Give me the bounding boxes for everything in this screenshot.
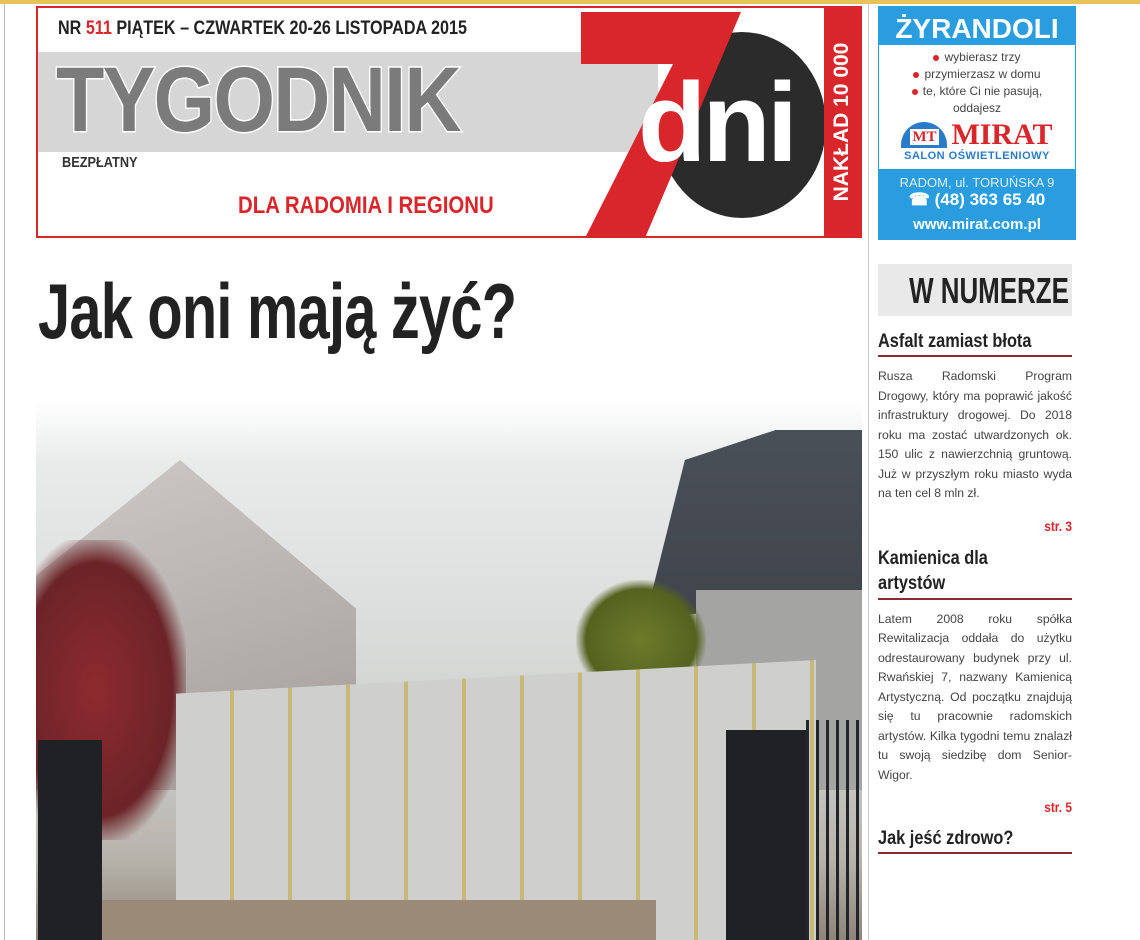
- ad-website[interactable]: www.mirat.com.pl: [913, 216, 1041, 233]
- ad-bullet: przymierzasz w domu: [879, 66, 1075, 83]
- column-divider: [868, 4, 869, 940]
- mt-logo-icon: MT: [901, 122, 947, 148]
- page-edge: [4, 4, 5, 940]
- photo-fence: [806, 720, 862, 940]
- bullet-icon: [933, 55, 939, 61]
- circulation-strip: [824, 8, 860, 236]
- teaser-body: Latem 2008 roku spółka Rewitalizacja oddała do użytku odrestaurowany budynek przy ul. Rwańskiej 7, nazwany Kamienicą Artystyczną. Od początku znajdują się tu pracownie radomskich artystów. Kilka tygodni temu znalazł tu swoją siedzibę dom Senior-Wigor.: [878, 611, 1072, 782]
- top-border: [0, 0, 1140, 4]
- teaser-title: Asfalt zamiast błota: [878, 330, 1072, 357]
- ad-heading: ŻYRANDOLI: [879, 7, 1075, 45]
- ad-contact: [879, 169, 1075, 239]
- teaser-title: Jak jeść zdrowo?: [878, 827, 1072, 854]
- issue-number: 511: [85, 18, 112, 39]
- ad-bullets: [879, 49, 1075, 117]
- photo-gate: [38, 740, 102, 940]
- issue-line: [58, 18, 467, 40]
- teaser-title: Kamienica dla artystów: [878, 546, 1072, 600]
- ad-phone: ☎ (48) 363 65 40: [908, 190, 1046, 209]
- issue-prefix: NR: [58, 18, 82, 39]
- teaser-article[interactable]: [878, 330, 1072, 534]
- tagline: DLA RADOMIA I REGIONU: [238, 192, 494, 219]
- page-reference[interactable]: str. 5: [1044, 799, 1072, 815]
- masthead: [36, 6, 862, 238]
- in-this-issue: [878, 264, 1072, 854]
- brand-name: MIRAT: [951, 118, 1053, 151]
- logo-dni: dni: [638, 60, 794, 185]
- ad-bullet: te, które Ci nie pasują,: [879, 83, 1075, 100]
- ad-bullet-cont: oddajesz: [952, 101, 1002, 115]
- mirat-logo: [879, 120, 1075, 150]
- free-label: BEZPŁATNY: [62, 154, 138, 171]
- ad-address: RADOM, ul. TORUŃSKA 9: [899, 175, 1055, 190]
- main-photo: [36, 400, 862, 940]
- bullet-icon: [913, 72, 919, 78]
- photo-ground: [96, 900, 656, 940]
- circulation: NAKŁAD 10 000: [830, 42, 853, 202]
- newspaper-title: TYGODNIK: [56, 49, 460, 151]
- brand-subtitle: SALON OŚWIETLENIOWY: [904, 150, 1050, 162]
- photo-gate: [726, 730, 806, 940]
- teaser-article[interactable]: [878, 546, 1072, 816]
- advertisement-mirat[interactable]: [878, 6, 1076, 240]
- section-heading: W NUMERZE: [878, 264, 1072, 316]
- ad-bullet: wybierasz trzy: [879, 49, 1075, 66]
- main-headline: Jak oni mają żyć?: [38, 267, 517, 355]
- page-reference[interactable]: str. 3: [1044, 517, 1072, 534]
- issue-date: PIĄTEK – CZWARTEK 20-26 LISTOPADA 2015: [116, 18, 467, 39]
- teaser-body: Rusza Radomski Program Drogowy, który ma poprawić jakość infrastruktury drogowej. Do 2018 roku ma zostać utwardzonych ok. 150 ulic z nawierzchnią gruntową. Już w przyszłym roku miasto wyda na ten cel 8 mln zł.: [878, 369, 1072, 500]
- bullet-icon: [912, 89, 918, 95]
- teaser-article[interactable]: [878, 827, 1072, 854]
- photo-concrete-fence: [176, 660, 816, 940]
